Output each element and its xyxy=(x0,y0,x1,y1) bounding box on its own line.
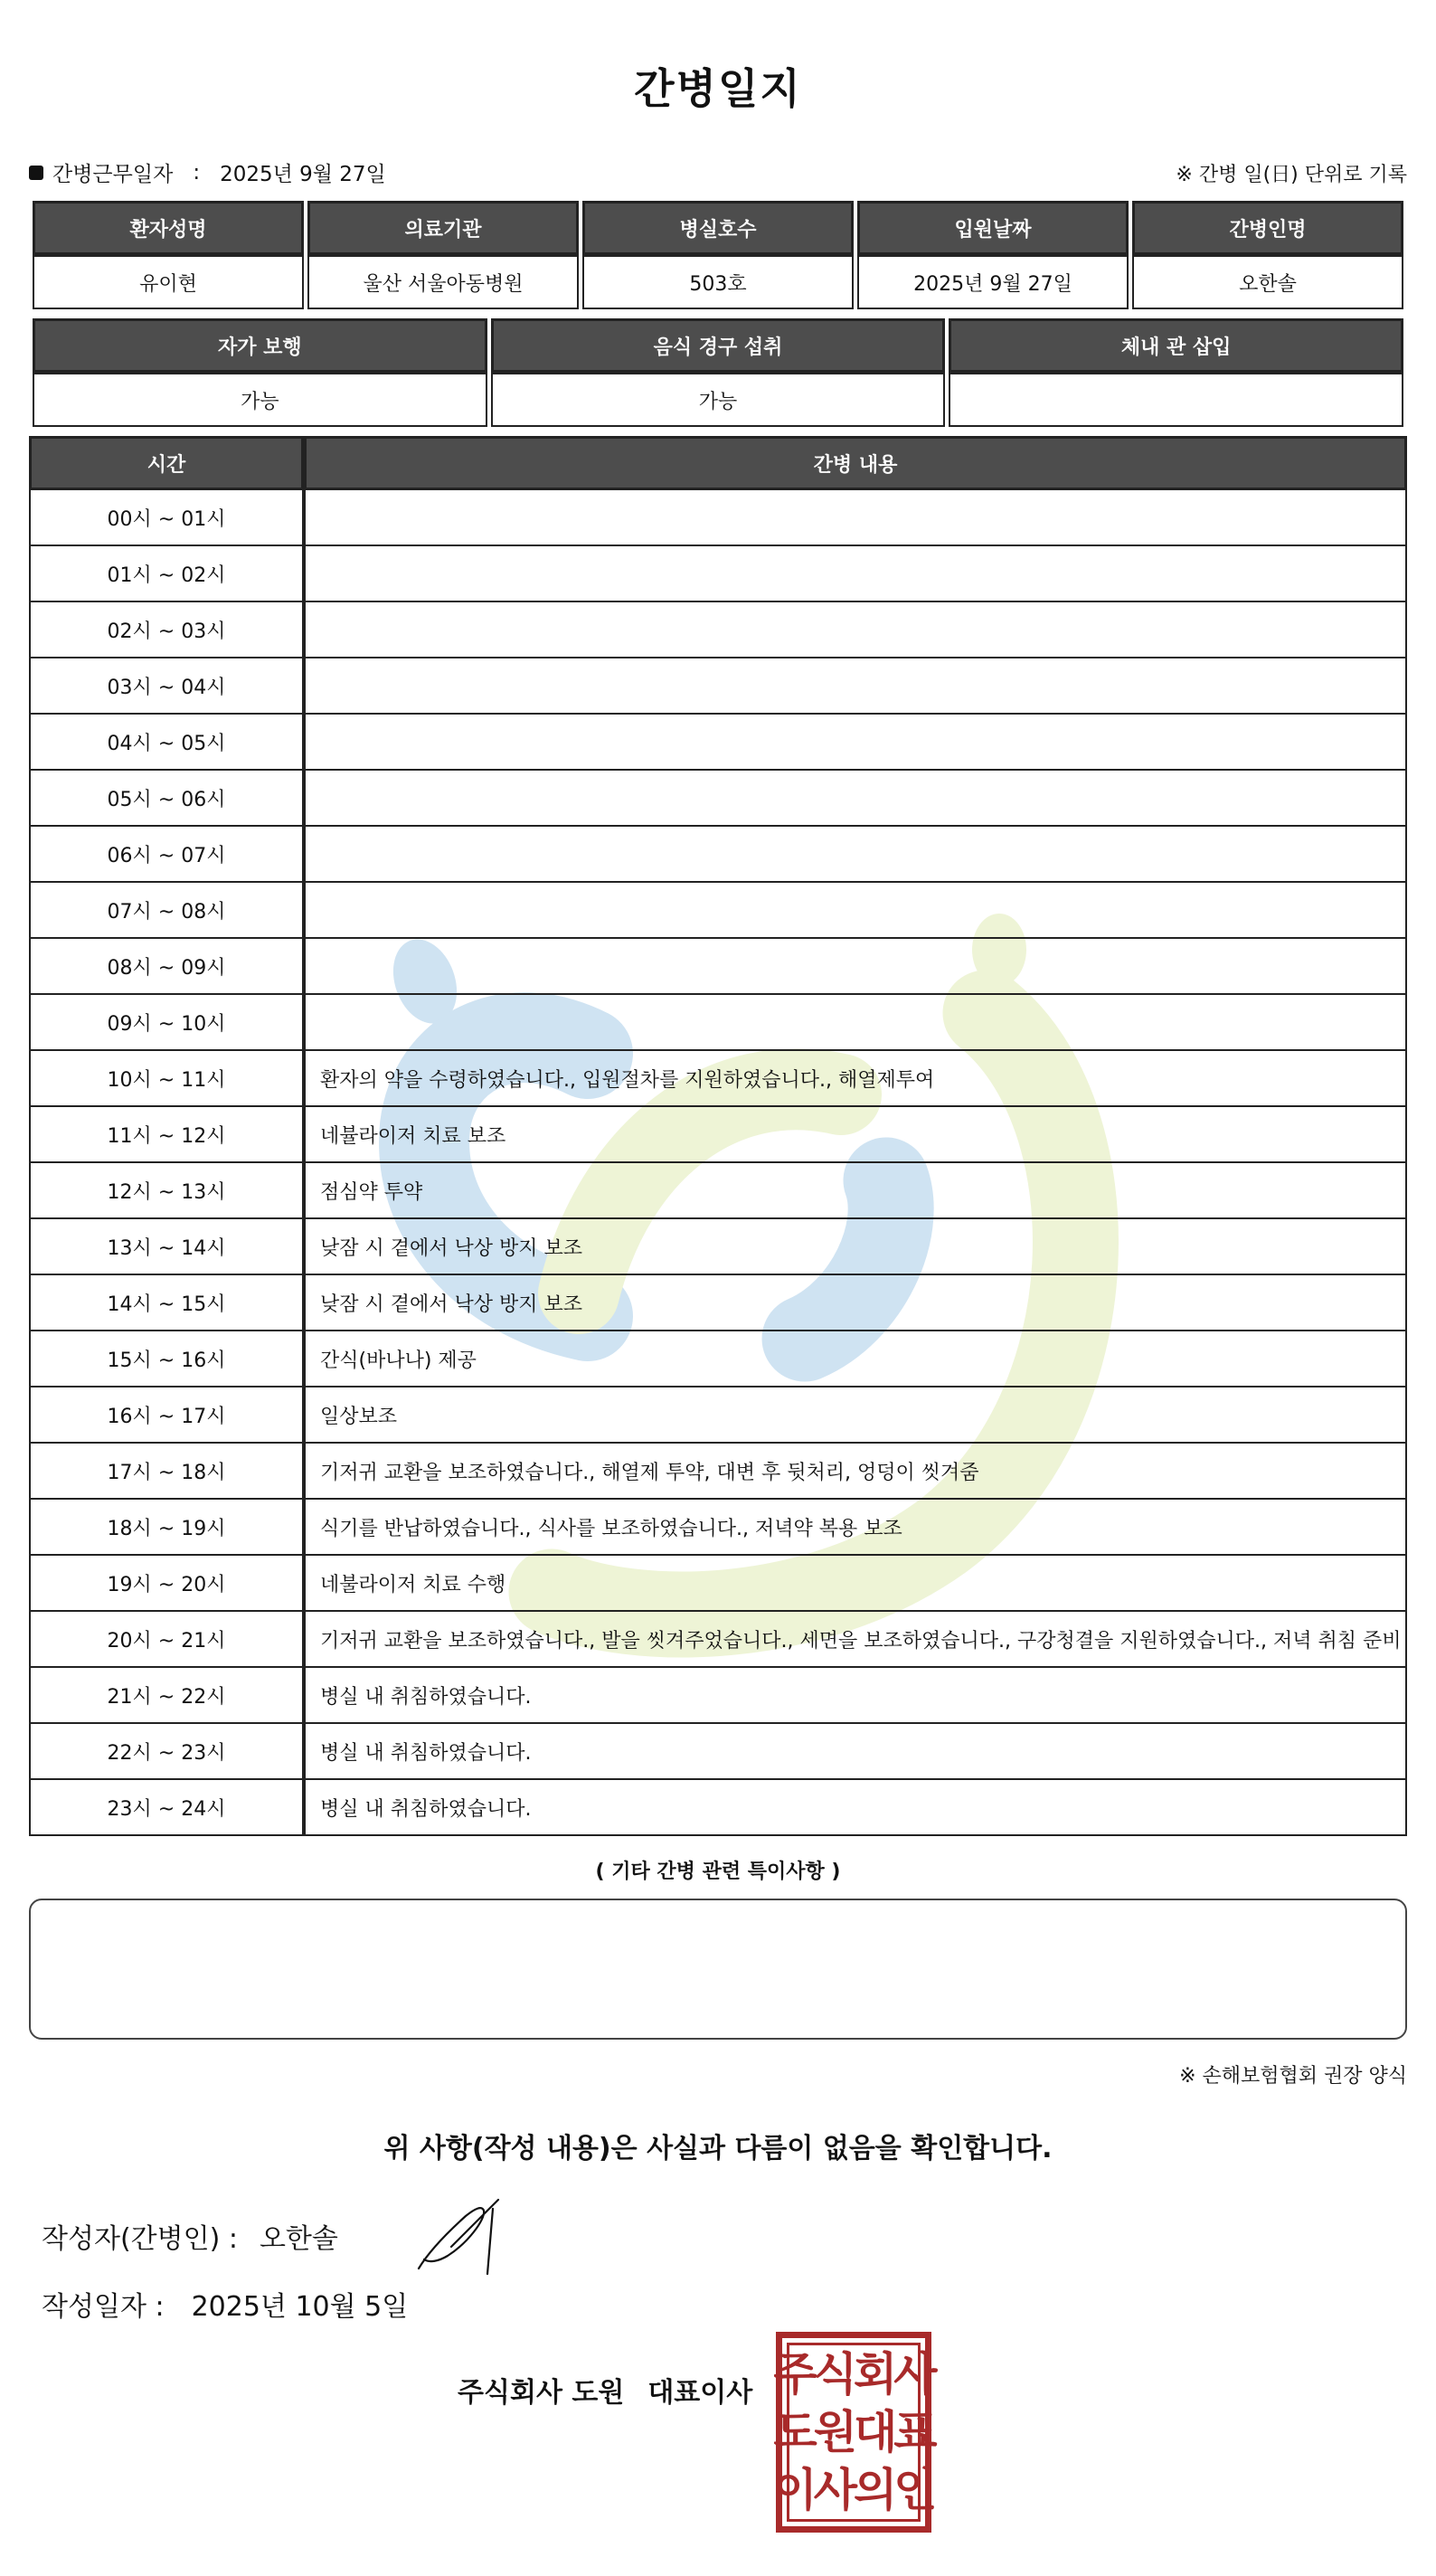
header-caregiver-name: 간병인명 xyxy=(1132,201,1403,255)
patient-info-value-row xyxy=(33,255,1403,309)
care-content-cell: 기저귀 교환을 보조하였습니다., 발을 씻겨주었습니다., 세면을 보조하였습니다., 구강청결을 지원하였습니다., 저녁 취침 준비 xyxy=(304,1612,1407,1668)
writer-label: 작성자(간병인) : xyxy=(42,2223,238,2255)
header-patient-name: 환자성명 xyxy=(33,201,304,255)
patient-status-value-row xyxy=(33,373,1403,427)
time-cell: 15시 ~ 16시 xyxy=(29,1331,304,1387)
time-cell: 05시 ~ 06시 xyxy=(29,771,304,827)
patient-status-header-row xyxy=(33,318,1403,373)
time-cell: 00시 ~ 01시 xyxy=(29,490,304,546)
table-row xyxy=(29,1780,1407,1836)
record-note: ※ 간병 일(日) 단위로 기록 xyxy=(1176,164,1407,186)
table-row xyxy=(29,1668,1407,1724)
care-content-cell: 일상보조 xyxy=(304,1387,1407,1444)
ceo-label: 대표이사 xyxy=(647,2377,753,2409)
writer-row xyxy=(42,2216,338,2256)
table-row xyxy=(29,658,1407,715)
seal-line: 이사의인 xyxy=(773,2464,934,2516)
care-content-cell xyxy=(304,490,1407,546)
time-cell: 08시 ~ 09시 xyxy=(29,939,304,995)
table-row xyxy=(29,827,1407,883)
time-cell: 13시 ~ 14시 xyxy=(29,1219,304,1275)
header-room: 병실호수 xyxy=(582,201,854,255)
care-content-cell: 간식(바나나) 제공 xyxy=(304,1331,1407,1387)
patient-info-table xyxy=(29,201,1407,309)
table-row xyxy=(29,1724,1407,1780)
time-cell: 17시 ~ 18시 xyxy=(29,1444,304,1500)
table-row xyxy=(29,1444,1407,1500)
table-row xyxy=(29,939,1407,995)
value-room: 503호 xyxy=(582,255,854,309)
writer-name: 오한솔 xyxy=(259,2223,338,2255)
work-date-row xyxy=(29,157,386,187)
special-notes-title: ( 기타 간병 관련 특이사항 ) xyxy=(595,1861,841,1883)
header-oral-intake: 음식 경구 섭취 xyxy=(491,318,946,373)
table-row xyxy=(29,1556,1407,1612)
time-cell: 16시 ~ 17시 xyxy=(29,1387,304,1444)
time-cell: 21시 ~ 22시 xyxy=(29,1668,304,1724)
patient-info-header-row xyxy=(33,201,1403,255)
time-cell: 23시 ~ 24시 xyxy=(29,1780,304,1836)
time-cell: 09시 ~ 10시 xyxy=(29,995,304,1051)
header-tube-insertion: 체내 관 삽입 xyxy=(949,318,1403,373)
page-title: 간병일지 xyxy=(634,64,802,113)
care-content-cell xyxy=(304,939,1407,995)
table-row xyxy=(29,490,1407,546)
time-cell: 06시 ~ 07시 xyxy=(29,827,304,883)
care-content-cell: 낮잠 시 곁에서 낙상 방지 보조 xyxy=(304,1219,1407,1275)
work-date-separator: : xyxy=(193,160,201,185)
write-date-label: 작성일자 : xyxy=(42,2291,165,2323)
company-row xyxy=(458,2370,752,2410)
header-admission-date: 입원날짜 xyxy=(857,201,1129,255)
special-notes-box xyxy=(29,1899,1407,2040)
header-hospital: 의료기관 xyxy=(307,201,579,255)
time-cell: 03시 ~ 04시 xyxy=(29,658,304,715)
table-row xyxy=(29,546,1407,602)
time-cell: 01시 ~ 02시 xyxy=(29,546,304,602)
care-content-cell: 병실 내 취침하였습니다. xyxy=(304,1668,1407,1724)
time-cell: 22시 ~ 23시 xyxy=(29,1724,304,1780)
care-content-cell: 환자의 약을 수령하였습니다., 입원절차를 지원하였습니다., 해열제투여 xyxy=(304,1051,1407,1107)
care-content-cell: 식기를 반납하였습니다., 식사를 보조하였습니다., 저녁약 복용 보조 xyxy=(304,1500,1407,1556)
bullet-square-icon xyxy=(29,166,43,180)
care-content-cell xyxy=(304,658,1407,715)
care-content-cell: 병실 내 취침하였습니다. xyxy=(304,1780,1407,1836)
care-log-table xyxy=(29,436,1407,1836)
care-content-cell: 병실 내 취침하였습니다. xyxy=(304,1724,1407,1780)
table-row xyxy=(29,1163,1407,1219)
header-walking: 자가 보행 xyxy=(33,318,487,373)
seal-line: 도원대표 xyxy=(773,2406,934,2458)
time-cell: 19시 ~ 20시 xyxy=(29,1556,304,1612)
table-row xyxy=(29,1612,1407,1668)
time-cell: 20시 ~ 21시 xyxy=(29,1612,304,1668)
signature-image xyxy=(411,2196,511,2278)
company-seal xyxy=(773,2332,934,2533)
care-content-cell: 기저귀 교환을 보조하였습니다., 해열제 투약, 대변 후 뒷처리, 엉덩이 씻겨줌 xyxy=(304,1444,1407,1500)
time-cell: 02시 ~ 03시 xyxy=(29,602,304,658)
header-care-content: 간병 내용 xyxy=(304,436,1407,490)
table-row xyxy=(29,715,1407,771)
value-hospital: 울산 서울아동병원 xyxy=(307,255,579,309)
table-row xyxy=(29,771,1407,827)
recommend-note: ※ 손해보험협회 권장 양식 xyxy=(1179,2065,1407,2088)
time-cell: 11시 ~ 12시 xyxy=(29,1107,304,1163)
table-row xyxy=(29,995,1407,1051)
table-row xyxy=(29,602,1407,658)
time-cell: 07시 ~ 08시 xyxy=(29,883,304,939)
value-tube-insertion xyxy=(949,373,1403,427)
care-content-cell xyxy=(304,883,1407,939)
care-log-header-row xyxy=(29,436,1407,490)
work-date-value: 2025년 9월 27일 xyxy=(220,163,386,186)
time-cell: 12시 ~ 13시 xyxy=(29,1163,304,1219)
table-row xyxy=(29,1275,1407,1331)
work-date-label: 간병근무일자 xyxy=(52,163,174,186)
table-row xyxy=(29,1387,1407,1444)
table-row xyxy=(29,1107,1407,1163)
care-content-cell xyxy=(304,715,1407,771)
table-row xyxy=(29,1051,1407,1107)
time-cell: 18시 ~ 19시 xyxy=(29,1500,304,1556)
time-cell: 10시 ~ 11시 xyxy=(29,1051,304,1107)
confirmation-statement: 위 사항(작성 내용)은 사실과 다름이 없음을 확인합니다. xyxy=(383,2133,1053,2164)
table-row xyxy=(29,883,1407,939)
time-cell: 14시 ~ 15시 xyxy=(29,1275,304,1331)
table-row xyxy=(29,1500,1407,1556)
care-content-cell xyxy=(304,602,1407,658)
time-cell: 04시 ~ 05시 xyxy=(29,715,304,771)
seal-line: 주식회사 xyxy=(773,2348,934,2401)
company-name: 주식회사 도원 xyxy=(458,2377,625,2409)
care-content-cell xyxy=(304,827,1407,883)
patient-status-table xyxy=(29,318,1407,427)
care-content-cell: 네뷸라이저 치료 보조 xyxy=(304,1107,1407,1163)
value-admission-date: 2025년 9월 27일 xyxy=(857,255,1129,309)
care-content-cell xyxy=(304,771,1407,827)
table-row xyxy=(29,1331,1407,1387)
write-date-row xyxy=(42,2284,408,2324)
care-content-cell: 네불라이저 치료 수행 xyxy=(304,1556,1407,1612)
table-row xyxy=(29,1219,1407,1275)
care-content-cell: 점심약 투약 xyxy=(304,1163,1407,1219)
header-time: 시간 xyxy=(29,436,304,490)
care-content-cell xyxy=(304,995,1407,1051)
value-patient-name: 유이현 xyxy=(33,255,304,309)
value-caregiver-name: 오한솔 xyxy=(1132,255,1403,309)
value-walking: 가능 xyxy=(33,373,487,427)
care-content-cell xyxy=(304,546,1407,602)
value-oral-intake: 가능 xyxy=(491,373,946,427)
write-date-value: 2025년 10월 5일 xyxy=(191,2291,409,2323)
care-content-cell: 낮잠 시 곁에서 낙상 방지 보조 xyxy=(304,1275,1407,1331)
